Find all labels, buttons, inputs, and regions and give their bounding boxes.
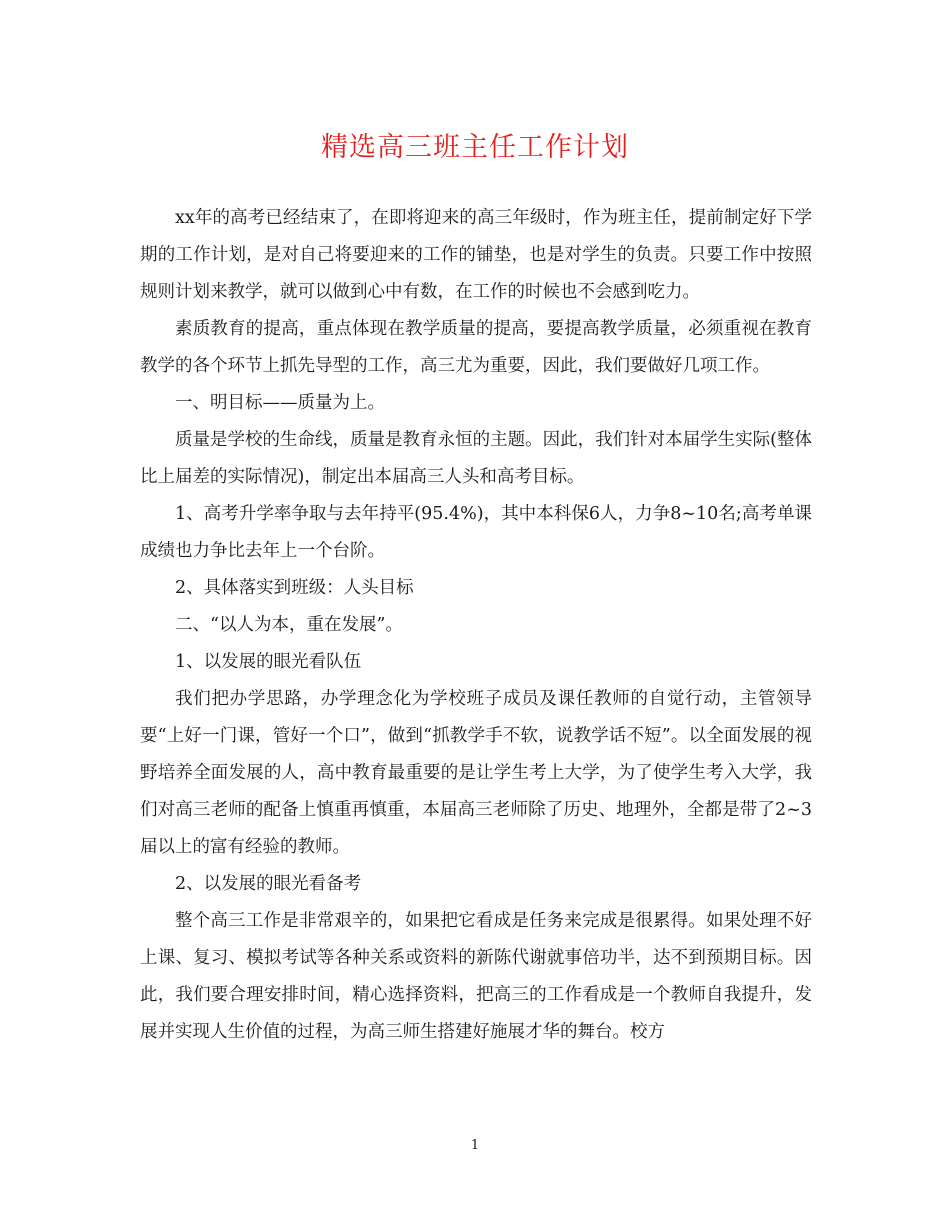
paragraph-intro: xx年的高考已经结束了，在即将迎来的高三年级时，作为班主任，提前制定好下学期的工作计划，是对自己将要迎来的工作的铺垫，也是对学生的负责。只要工作中按照规则计划来教学，就可以做到心中有数，在工作的时候也不会感到吃力。 [140, 208, 812, 302]
paragraph-quality-lifeline: 质量是学校的生命线，质量是教育永恒的主题。因此，我们针对本届学生实际(整体比上届差的实际情况)，制定出本届高三人头和高考目标。 [140, 430, 812, 487]
list-item-2: 2、具体落实到班级：人头目标 [175, 578, 414, 598]
paragraph-team: 我们把办学思路，办学理念化为学校班子成员及课任教师的自觉行动，主管领导要“上好一门课，管好一个口”，做到“抓教学手不软，说教学话不短”。以全面发展的视野培养全面发展的人，高中教育最重要的是让学生考上大学，为了使学生考入大学，我们对高三老师的配备上慎重再慎重，本届高三老师除了历史、地理外，全都是带了2~3届以上的富有经验的教师。 [140, 689, 812, 857]
section-heading-2: 二、“以人为本，重在发展”。 [175, 615, 403, 635]
subheading-exam-prep: 2、以发展的眼光看备考 [175, 874, 362, 894]
section-heading-1: 一、明目标——质量为上。 [175, 393, 385, 413]
document-body [140, 200, 812, 1051]
document-title: 精选高三班主任工作计划 [321, 132, 629, 163]
page-number: 1 [470, 1138, 480, 1153]
paragraph-quality-education: 素质教育的提高，重点体现在教学质量的提高，要提高教学质量，必须重视在教育教学的各个环节上抓先导型的工作，高三尤为重要，因此，我们要做好几项工作。 [140, 319, 812, 376]
subheading-team: 1、以发展的眼光看队伍 [175, 652, 362, 672]
paragraph-exam-prep: 整个高三工作是非常艰辛的，如果把它看成是任务来完成是很累得。如果处理不好上课、复习、模拟考试等各种关系或资料的新陈代谢就事倍功半，达不到预期目标。因此，我们要合理安排时间，精心选择资料，把高三的工作看成是一个教师自我提升，发展并实现人生价值的过程，为高三师生搭建好施展才华的舞台。校方 [140, 911, 812, 1042]
list-item-1: 1、高考升学率争取与去年持平(95.4%)，其中本科保6人，力争8~10名;高考单课成绩也力争比去年上一个台阶。 [140, 504, 812, 561]
